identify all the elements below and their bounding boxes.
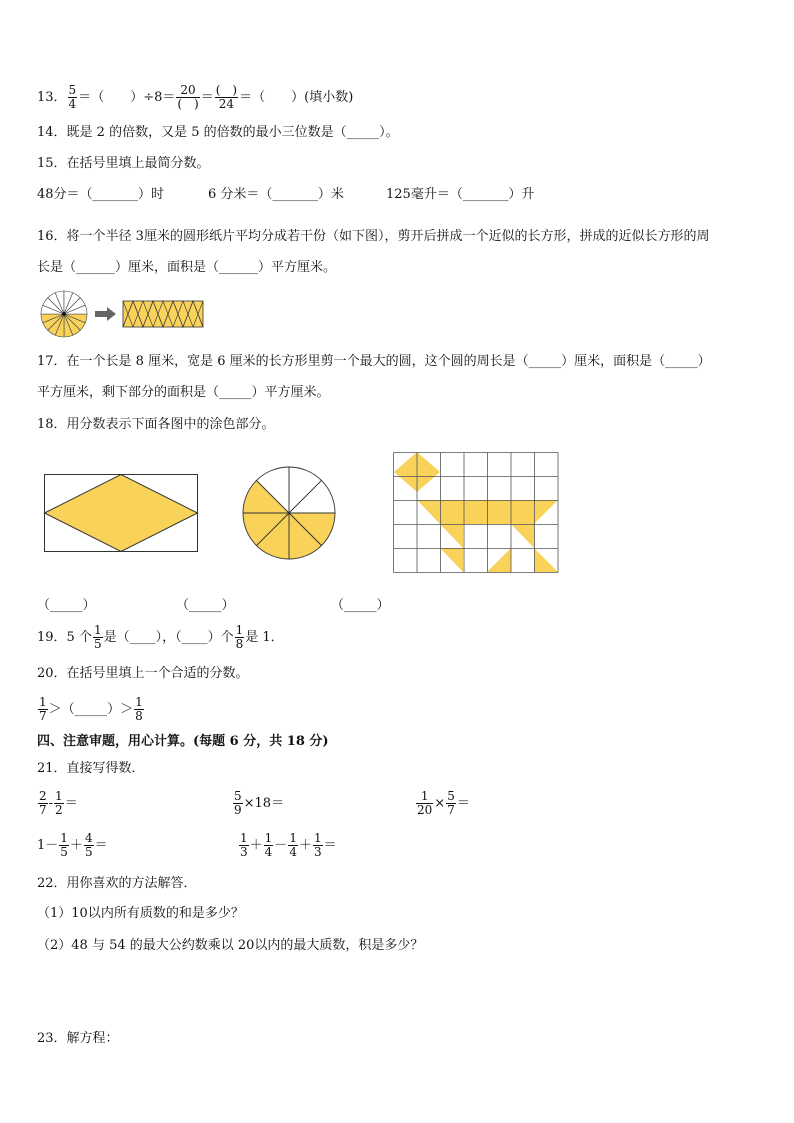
q15-item-2: 6 分米＝（_______）米 — [208, 187, 344, 202]
q21: 21．直接写得数． — [37, 761, 145, 776]
q22-part-1: （1）10以内所有质数的和是多少？ — [37, 906, 244, 921]
q16-circle-center — [62, 312, 65, 315]
section-4-heading: 四、注意审题，用心计算。(每题 6 分，共 18 分) — [37, 734, 329, 749]
q18: 18．用分数表示下面各图中的涂色部分。 — [37, 417, 275, 432]
q21-item-3: $\frac{1}{20}$ × $\frac{5}{7}$ ＝ — [417, 789, 470, 817]
q20: 20．在括号里填上一个合适的分数。 — [37, 666, 249, 681]
q19: 19．5 个 $\frac{1}{5}$ 是（____），（____）个 $\frac{1}{8}$ 是 1． — [37, 623, 284, 651]
q21-item-5: $\frac{1}{3}$ ＋ $\frac{1}{4}$ － $\frac{1}{4}$ ＋ $\frac{1}{3}$ ＝ — [240, 831, 337, 859]
q13-frac-2: $\frac{20}{( )}$ — [177, 83, 199, 111]
q16-rectangle — [123, 301, 203, 327]
q23: 23．解方程： — [37, 1031, 119, 1046]
q15: 15．在括号里填上最简分数。 — [37, 156, 210, 171]
q19-frac-2: $\frac{1}{8}$ — [235, 623, 244, 651]
q21-item-1: $\frac{2}{7}$ - $\frac{1}{2}$ ＝ — [39, 789, 78, 817]
q14: 14．既是 2 的倍数，又是 5 的倍数的最小三位数是（_____）。 — [37, 125, 399, 140]
q22: 22．用你喜欢的方法解答． — [37, 876, 197, 891]
q18c-shading — [394, 452, 558, 572]
q21-item-4: 1－ $\frac{1}{5}$ ＋ $\frac{4}{5}$ ＝ — [37, 831, 108, 859]
q15-item-3: 125毫升＝（_______）升 — [386, 187, 535, 202]
q16-figure — [37, 291, 217, 337]
q22-part-2: （2）48 与 54 的最大公约数乘以 20以内的最大质数，积是多少？ — [37, 938, 424, 953]
q15-item-1: 48分＝（_______）时 — [37, 187, 165, 202]
q16-rect-outline — [123, 301, 203, 327]
q18-figure-b — [241, 465, 337, 561]
q16-line-1: 16．将一个半径 3厘米的圆形纸片平均分成若干份（如下图），剪开后拼成一个近似的长方形，拼成的近似长方形的周 — [37, 229, 710, 244]
q18-figure-c — [393, 452, 559, 573]
q20-expression: $\frac{1}{7}$ ＞（_____）＞ $\frac{1}{8}$ — [39, 695, 143, 723]
q13-part1: ＝（ ）÷8＝ — [78, 89, 176, 105]
q16-circle — [41, 291, 87, 337]
q16-arrow — [95, 307, 116, 321]
q13-num: 13． — [37, 89, 67, 105]
q18-figure-a — [44, 474, 198, 552]
q13-frac-lhs: $\frac{5}{4}$ — [68, 83, 77, 111]
q17-line-1: 17．在一个长是 8 厘米，宽是 6 厘米的长方形里剪一个最大的圆，这个圆的周长是（_____）厘米，面积是（_____） — [37, 354, 711, 369]
q16-line-2: 长是（______）厘米，面积是（______）平方厘米。 — [37, 260, 337, 275]
q21-item-2: $\frac{5}{9}$ ×18＝ — [234, 789, 285, 817]
q13-part2: ＝（ ）(填小数) — [239, 89, 354, 105]
q13-frac-3: $\frac{( )}{24}$ — [215, 83, 238, 111]
q19-frac-1: $\frac{1}{5}$ — [93, 623, 102, 651]
q17-line-2: 平方厘米，剩下部分的面积是（_____）平方厘米。 — [37, 385, 330, 400]
q13: 13． $\frac{5}{4}$ ＝（ ）÷8＝ $\frac{20}{( )}$ ＝ $\frac{( )}{24}$ ＝（ ）(填小数) — [37, 83, 354, 111]
q18-answer-c: （_____） — [331, 598, 390, 613]
q18-answer-b: （_____） — [176, 598, 235, 613]
q18-answer-a: （_____） — [37, 598, 96, 613]
